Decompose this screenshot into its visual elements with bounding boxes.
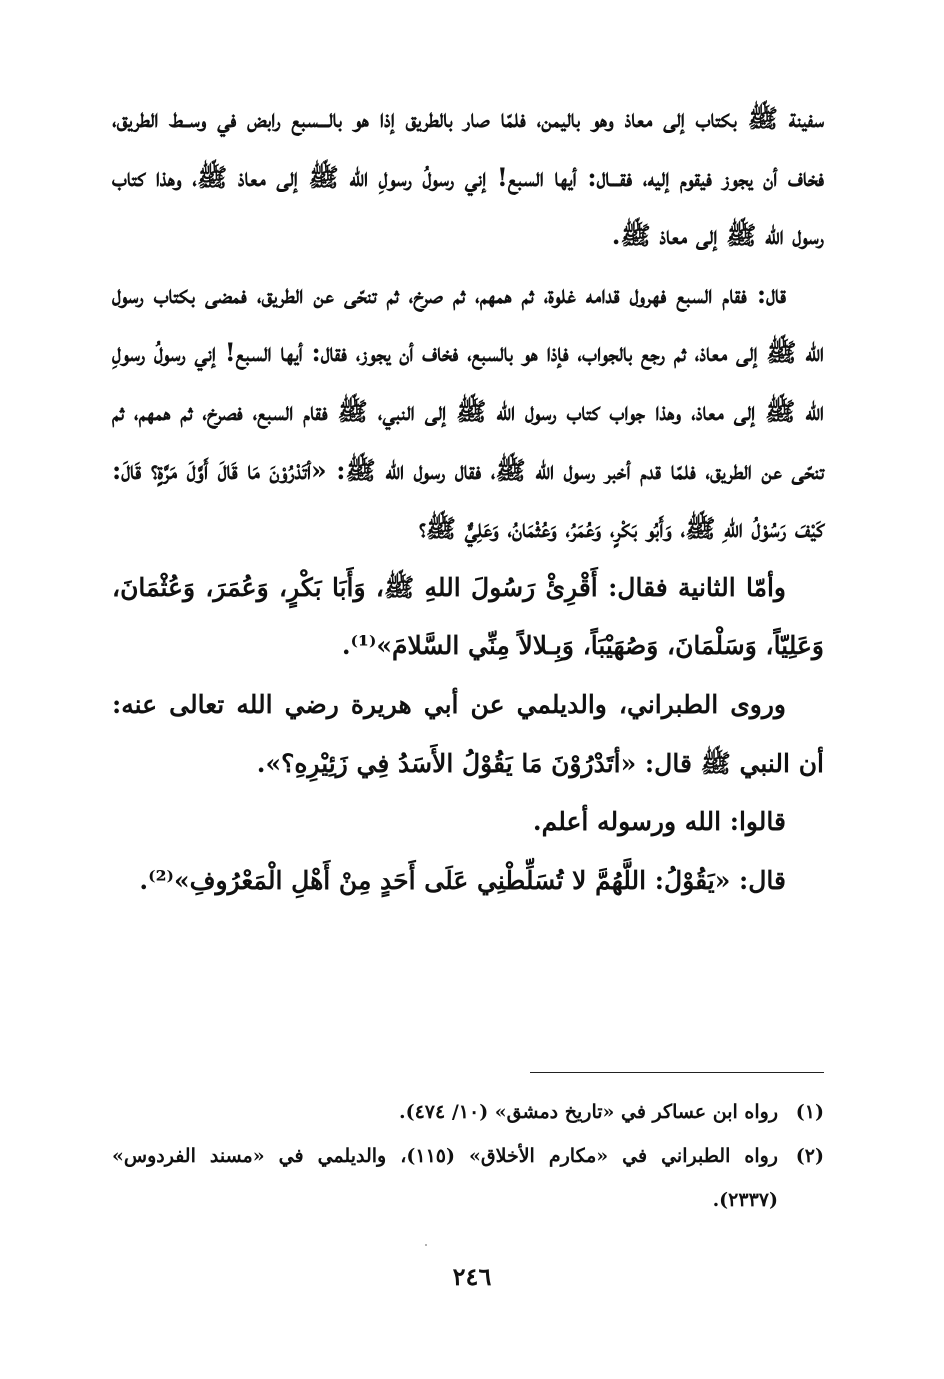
paragraph-4: وروى الطبراني، والديلمي عن أبي هريرة رضي الله تعالى عنه: أن النبي ﷺ قال: «أتَدْرُوْنَ مَا يَقُوْلُ الأَسَدُ فِي زَئِيْرِهِ؟». [112, 689, 824, 778]
paragraph-5: قالوا: الله ورسوله أعلم. [532, 807, 786, 837]
main-text [112, 90, 824, 910]
paragraph-6: قال: «يَقُوْلُ: اللَّهُمَّ لا تُسَلِّطْنِي عَلَى أَحَدٍ مِنْ أَهْلِ الْمَعْرُوفِ»⁽²⁾. [139, 865, 786, 895]
paragraph-2: قال: فقام السبع فهرول قدامه غلوة، ثم همهم، ثم صرخ، ثم تنحّى عن الطريق، فمضى بكتاب رسول الله ﷺ إلى معاذ، ثم رجع بالجواب، فإذا هو بالسبع، فخاف أن يجوز، فقال: أيها السبع! إني رسولُ رسولِ الله ﷺ إلى معاذ، وهذا جواب كتاب رسول الله ﷺ إلى النبي، ﷺ فقام السبع، فصرخ، ثم همهم، ثم تنحّى عن الطريق، فلمّا قدم أخبر رسول الله ﷺ، فقال رسول الله ﷺ: «أتَدْرُوْنَ مَا قَالَ أَوَّلَ مَرَّةٍ؟ قَالَ: كَيْفَ رَسُوْلُ اللهِ ﷺ، وَأَبُو بَكْرٍ، وَعُمَرُ، وَعُثْمَانُ، وَعَلِيٌّ ﷺ؟ [112, 279, 824, 544]
footnote-2 [112, 1134, 824, 1222]
footnote-separator [530, 1072, 824, 1073]
paragraph-1: سفينة ﷺ بكتاب إلى معاذ وهو باليمن، فلمّا صار بالطريق إذا هو بالـــسبع رابض في وســط الطريق، فخاف أن يجوز فيقوم إليه، فقـــال: أيها السبع! إني رسولُ رسولِ الله ﷺ إلى معاذ ﷺ، وهذا كتاب رسول الله ﷺ إلى معاذ ﷺ. [112, 104, 824, 251]
footnote-text: رواه ابن عساكر في «تاريخ دمشق» (١٠/ ٤٧٤). [398, 1101, 778, 1123]
page-speck [425, 1244, 427, 1246]
footnote-number: (٢) [795, 1145, 824, 1167]
footnote-text: رواه الطبراني في «مكارم الأخلاق» (١١٥)، والديلمي في «مسند الفردوس» (٢٣٣٧). [112, 1145, 778, 1211]
footnote-number: (١) [795, 1101, 824, 1123]
paragraph-3: وأمّا الثانية فقال: أَقْرِئْ رَسُولَ اللهِ ﷺ، وَأَبَا بَكْرٍ، وَعُمَرَ، وَعُثْمَانَ، وَعَلِيّاً، وَسَلْمَانَ، وَصُهَيْبَاً، وَبِـلالاً مِنِّي السَّلامَ»⁽¹⁾. [112, 572, 824, 661]
page-number: ٢٤٦ [452, 1262, 492, 1291]
footnotes [112, 1090, 824, 1222]
footnote-1 [112, 1090, 824, 1134]
